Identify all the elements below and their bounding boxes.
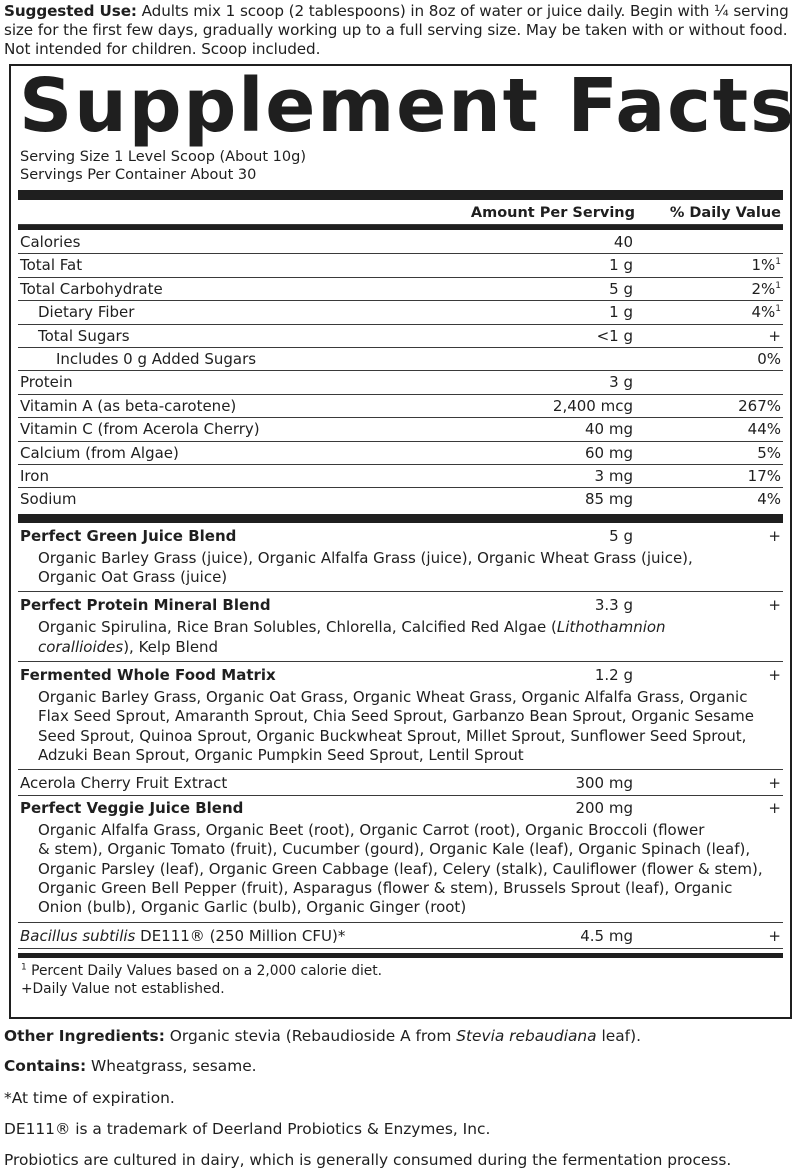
- nutrient-daily-value: 4%: [757, 490, 781, 509]
- nutrient-name: Protein: [20, 373, 73, 392]
- nutrient-amount: 1 g: [609, 256, 633, 275]
- nutrient-amount: 40 mg: [585, 420, 633, 439]
- blend-amount: 300 mg: [575, 774, 633, 793]
- servings-per-container: Servings Per Container About 30: [20, 167, 257, 183]
- blend-daily-value: +: [768, 774, 781, 793]
- blend-row: [18, 771, 783, 796]
- blend-row: [18, 663, 783, 688]
- nutrient-name: Vitamin C (from Acerola Cherry): [20, 420, 260, 439]
- thick-divider-blends: [18, 514, 783, 523]
- nutrient-name: Sodium: [20, 490, 77, 509]
- nutrient-amount: 5 g: [609, 279, 633, 298]
- nutrient-row: [18, 254, 783, 277]
- nutrient-row: [18, 231, 783, 254]
- suggested-use: [4, 2, 798, 59]
- blend-amount: 1.2 g: [594, 666, 633, 684]
- nutrient-daily-value: 2%$^1$: [751, 279, 781, 298]
- blend-name: Acerola Cherry Fruit Extract: [20, 774, 228, 793]
- blend-name: Bacillus subtilis DE111® (250 Million CFU)*: [20, 926, 346, 945]
- column-header-row: [18, 202, 783, 225]
- nutrient-row: [18, 301, 783, 324]
- probiotics-note: Probiotics are cultured in dairy, which is generally consumed during the fermentation process.: [4, 1151, 732, 1169]
- blend-ingredients: Organic Alfalfa Grass, Organic Beet (root), Organic Carrot (root), Organic Broccoli (flower & stem), Organic Tomato (fruit), Cucumber (gourd), Organic Kale (leaf), Organic Spinach (leaf), Organic Parsley (leaf), Organic Green Cabbage (leaf), Celery (stalk), Cauliflower (flower & stem), Organic Green Bell Pepper (fruit), Asparagus (flower & stem), Brussels Sprout (leaf), Organic Onion (bulb), Organic Garlic (bulb), Organic Ginger (root): [38, 821, 763, 917]
- nutrient-name: Total Fat: [20, 256, 83, 275]
- nutrient-amount: 85 mg: [585, 490, 633, 509]
- nutrient-row: [18, 348, 783, 371]
- nutrient-row: [18, 371, 783, 394]
- nutrient-daily-value: 1%$^1$: [751, 256, 781, 275]
- nutrient-name: Dietary Fiber: [38, 303, 135, 322]
- nutrient-name: Vitamin A (as beta-carotene): [20, 396, 237, 415]
- blend-daily-value: +: [768, 526, 781, 545]
- nutrient-name: Includes 0 g Added Sugars: [56, 350, 257, 368]
- nutrient-name: Iron: [20, 467, 49, 485]
- blend-name: Perfect Veggie Juice Blend: [20, 799, 244, 818]
- blend-name: Perfect Green Juice Blend: [20, 526, 237, 545]
- panel-title: Supplement Facts: [19, 63, 796, 149]
- nutrient-amount: 40: [613, 233, 633, 251]
- nutrient-amount: 3 g: [609, 373, 633, 392]
- blend-daily-value: +: [768, 926, 781, 945]
- blend-name: Fermented Whole Food Matrix: [20, 666, 276, 684]
- blend-ingredients: Organic Barley Grass (juice), Organic Alfalfa Grass (juice), Organic Wheat Grass (juice), Organic Oat Grass (juice): [38, 548, 693, 587]
- nutrient-row: [18, 418, 783, 441]
- blend-daily-value: +: [768, 799, 781, 818]
- medium-divider: [18, 225, 783, 230]
- nutrient-name: Total Sugars: [38, 326, 130, 345]
- trademark-note: DE111® is a trademark of Deerland Probiotics & Enzymes, Inc.: [4, 1120, 491, 1138]
- blend-daily-value: +: [768, 666, 781, 684]
- nutrient-amount: 2,400 mcg: [552, 396, 633, 415]
- supplement-facts-panel: [9, 63, 796, 1019]
- daily-value-header: % Daily Value: [669, 205, 781, 221]
- nutrient-daily-value: 0%: [757, 350, 781, 368]
- nutrient-amount: 3 mg: [594, 467, 633, 485]
- blend-name: Perfect Protein Mineral Blend: [20, 596, 271, 615]
- blend-divider: [18, 661, 783, 662]
- thick-divider: [18, 190, 783, 200]
- nutrient-daily-value: +: [768, 326, 781, 345]
- blend-divider: [18, 769, 783, 770]
- nutrient-name: Calories: [20, 233, 81, 251]
- nutrient-amount: 1 g: [609, 303, 633, 322]
- serving-size: Serving Size 1 Level Scoop (About 10g): [20, 149, 306, 165]
- blend-ingredients: Organic Spirulina, Rice Bran Solubles, Chlorella, Calcified Red Algae (Lithothamnion corallioides), Kelp Blend: [38, 618, 666, 656]
- nutrient-daily-value: 4%$^1$: [751, 303, 781, 322]
- blend-divider: [18, 591, 783, 592]
- contains: Contains: Wheatgrass, sesame.: [4, 1057, 257, 1075]
- nutrient-row: [18, 465, 783, 488]
- nutrient-name: Calcium (from Algae): [20, 443, 179, 462]
- suggested-use-text: Adults mix 1 scoop (2 tablespoons) in 8oz of water or juice daily. Begin with ¼ serving size for the first few days, gradually working up to a full serving size. May be taken with or without food. Not intended for children. Scoop included.: [4, 2, 789, 58]
- nutrient-daily-value: 267%: [738, 396, 781, 415]
- amount-header: Amount Per Serving: [470, 205, 635, 221]
- footnote-divider: [18, 953, 783, 958]
- expiration-note: *At time of expiration.: [4, 1089, 175, 1107]
- footnote-plus: +Daily Value not established.: [21, 980, 225, 997]
- blend-amount: 3.3 g: [594, 596, 633, 615]
- serving-info: [20, 148, 306, 184]
- blend-divider: [18, 922, 783, 923]
- nutrient-daily-value: 17%: [747, 467, 781, 485]
- blend-daily-value: +: [768, 596, 781, 615]
- blend-amount: 200 mg: [575, 799, 633, 818]
- nutrient-row: [18, 395, 783, 418]
- blend-row: [18, 593, 783, 618]
- blend-row: [18, 524, 783, 549]
- other-ingredients: Other Ingredients: Organic stevia (Rebaudioside A from Stevia rebaudiana leaf).: [4, 1027, 641, 1045]
- footnotes: [21, 962, 382, 998]
- nutrient-row: [18, 488, 783, 511]
- nutrient-row: [18, 442, 783, 465]
- nutrient-daily-value: 5%: [757, 443, 781, 462]
- nutrient-amount: <1 g: [596, 326, 633, 345]
- blend-amount: 5 g: [609, 526, 633, 545]
- footnote-dv: $^1$ Percent Daily Values based on a 2,000 calorie diet.: [21, 962, 383, 979]
- nutrient-amount: 60 mg: [585, 443, 633, 462]
- blend-ingredients: Organic Barley Grass, Organic Oat Grass, Organic Wheat Grass, Organic Alfalfa Grass, Organic Flax Seed Sprout, Amaranth Sprout, Chia Seed Sprout, Garbanzo Bean Sprout, Organic Sesame Seed Sprout, Quinoa Sprout, Organic Buckwheat Sprout, Millet Sprout, Sunflower Seed Sprout, Adzuki Bean Sprout, Organic Pumpkin Seed Sprout, Lentil Sprout: [38, 688, 755, 764]
- blend-row: [18, 924, 783, 949]
- blend-row: [18, 796, 783, 821]
- blend-amount: 4.5 mg: [580, 926, 633, 945]
- nutrient-name: Total Carbohydrate: [20, 279, 163, 298]
- nutrient-daily-value: 44%: [747, 420, 781, 439]
- suggested-use-label: Suggested Use:: [4, 2, 137, 20]
- nutrient-row: [18, 278, 783, 301]
- nutrient-row: [18, 325, 783, 348]
